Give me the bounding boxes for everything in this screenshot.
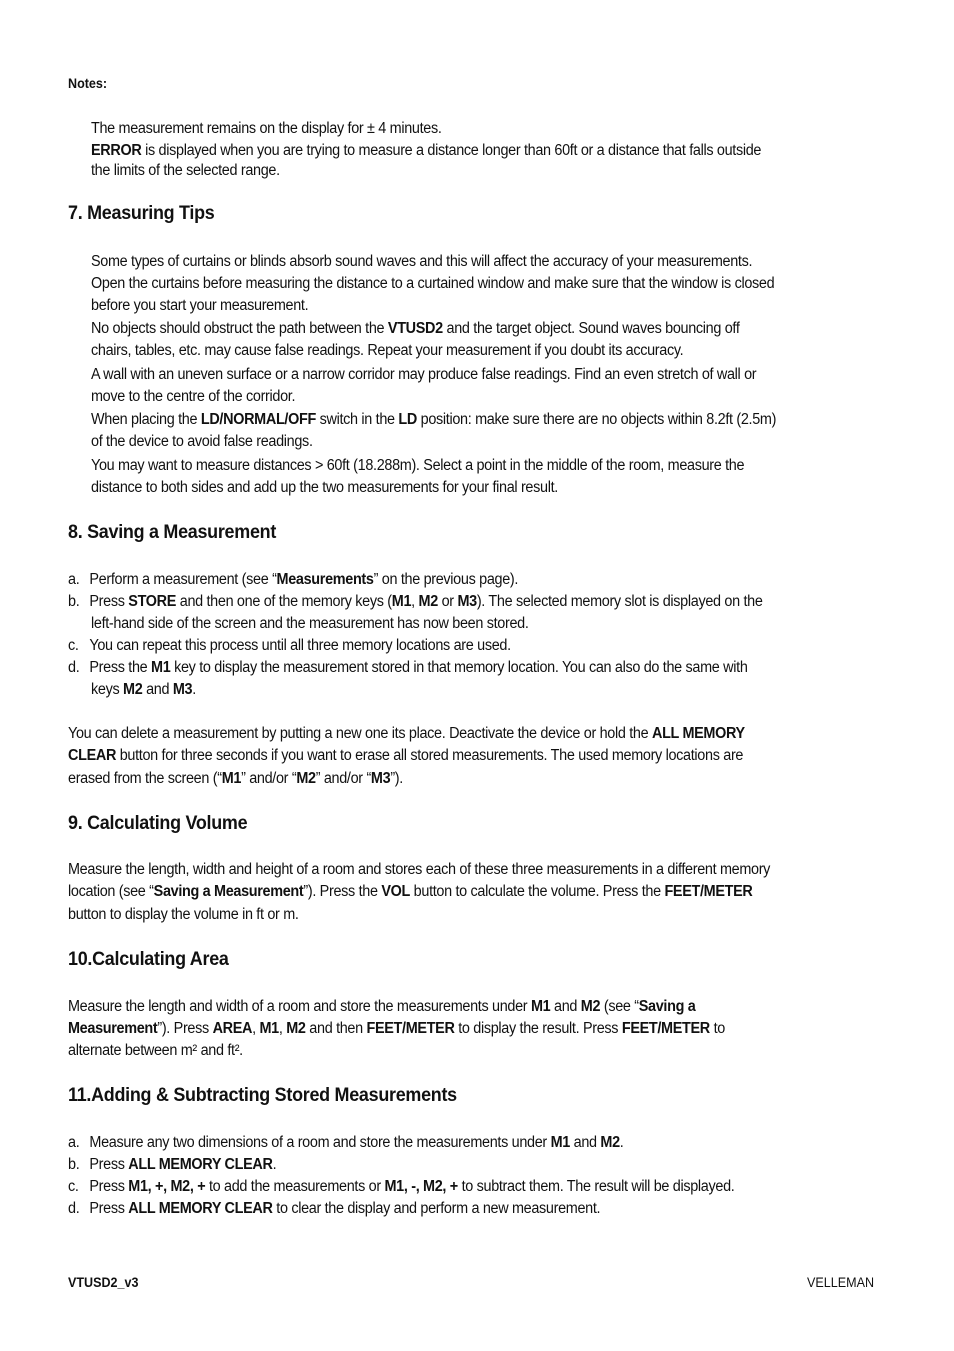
- s8-para-line1: You can delete a measurement by putting a new one its place. Deactivate the device or hold the ALL MEMORY: [68, 725, 745, 742]
- s7-p2-line1: No objects should obstruct the path between the VTUSD2 and the target object. Sound waves bouncing off: [91, 320, 740, 337]
- s7-p3-line2: move to the centre of the corridor.: [91, 388, 296, 405]
- s8-para-line2: CLEAR button for three seconds if you want to erase all stored measurements. The used memory locations are: [68, 747, 744, 764]
- section-11-heading: 11.Adding & Subtracting Stored Measurements: [68, 1084, 457, 1106]
- s8-item-d-line2: keys M2 and M3.: [91, 681, 196, 698]
- notes-line-3: the limits of the selected range.: [91, 162, 280, 179]
- s10-line1: Measure the length and width of a room and store the measurements under M1 and M2 (see “Saving a: [68, 998, 696, 1015]
- s7-p2-line2: chairs, tables, etc. may cause false readings. Repeat your measurement if you doubt its accuracy.: [91, 342, 684, 359]
- s7-p1-line3: before you start your measurement.: [91, 297, 309, 314]
- section-9-heading: 9. Calculating Volume: [68, 812, 248, 834]
- s7-p1-line1: Some types of curtains or blinds absorb sound waves and this will affect the accuracy of your measurements.: [91, 253, 753, 270]
- s8-para-line3: erased from the screen (“M1” and/or “M2” and/or “M3”).: [68, 770, 403, 787]
- s8-item-b-line2: left-hand side of the screen and the measurement has now been stored.: [91, 615, 529, 632]
- footer-brand: VELLEMAN: [807, 1275, 874, 1290]
- s7-p5-line1: You may want to measure distances > 60ft (18.288m). Select a point in the middle of the room, measure the: [91, 457, 745, 474]
- s7-p5-line2: distance to both sides and add up the two measurements for your final result.: [91, 479, 558, 496]
- s7-p4-line2: of the device to avoid false readings.: [91, 433, 313, 450]
- s7-p3-line1: A wall with an uneven surface or a narrow corridor may produce false readings. Find an even stretch of wall or: [91, 366, 757, 383]
- s7-p1-line2: Open the curtains before measuring the distance to a curtained window and make sure that the window is closed: [91, 275, 775, 292]
- s9-line2: location (see “Saving a Measurement”). Press the VOL button to calculate the volume. Press the FEET/METER: [68, 883, 753, 900]
- notes-line-1: The measurement remains on the display for ± 4 minutes.: [91, 120, 442, 137]
- notes-line-2: ERROR is displayed when you are trying to measure a distance longer than 60ft or a distance that falls outside: [91, 142, 762, 159]
- document-page: Notes: The measurement remains on the display for ± 4 minutes. ERROR is displayed when you are trying to measure a distance longer than 60ft or a distance that falls outside the limits of the selected range. 7. Measuring Tips Some types of curtains or blinds absorb sound waves and this will affect the accuracy of your measurements. Open the curtains before measuring the distance to a curtained window and make sure that the window is closed before you start your measurement. No objects should obstruct the path between the VTUSD2 and the target object. Sound waves bouncing off chairs, tables, etc. may cause false readings. Repeat your measurement if you doubt its accuracy. A wall with an uneven surface or a narrow corridor may produce false readings. Find an even stretch of wall or move to the centre of the corridor. When placing the LD/NORMAL/OFF switch in the LD position: make sure there are no objects within 8.2ft (2.5m) of the device to avoid false readings. You may want to measure distances > 60ft (18.288m). Select a point in the middle of the room, measure the distance to both sides and add up the two measurements for your final result. 8. Saving a Measurement a. Perform a measurement (see “Measurements” on the previous page). b. Press STORE and then one of the memory keys (M1, M2 or M3). The selected memory slot is displayed on the left-hand side of the screen and the measurement has now been stored. c. You can repeat this process until all three memory locations are used. d. Press the M1 key to display the measurement stored in that memory location. You can also do the same with keys M2 and M3. You can delete a measurement by putting a new one its place. Deactivate the device or hold the ALL MEMORY CLEAR button for three seconds if you want to erase all stored measurements. The used memory locations are erased from the screen (“M1” and/or “M2” and/or “M3”). 9. Calculating Volume Measure the length, width and height of a room and stores each of these three measurements in a different memory location (see “Saving a Measurement”). Press the VOL button to calculate the volume. Press the FEET/METER button to display the volume in ft or m. 10.Calculating Area Measure the length and width of a room and store the measurements under M1 and M2 (see “Saving a Measurement”). Press AREA, M1, M2 and then FEET/METER to display the result. Press FEET/METER to alternate between m² and ft². 11.Adding & Subtracting Stored Measurements a. Measure any two dimensions of a room and store the measurements under M1 and M2. b. Press ALL MEMORY CLEAR. c. Press M1, +, M2, + to add the measurements or M1, -, M2, + to subtract them. The result will be displayed. d. Press ALL MEMORY CLEAR to clear the display and perform a new measurement. VTUSD2_v3 VELLEMAN: [68, 76, 874, 1290]
- s9-line3: button to display the volume in ft or m.: [68, 906, 299, 923]
- s7-p4-line1: When placing the LD/NORMAL/OFF switch in the LD position: make sure there are no objects within 8.2ft (2.5m): [91, 411, 777, 428]
- s10-line3: alternate between m² and ft².: [68, 1042, 243, 1059]
- notes-heading: Notes:: [68, 76, 108, 91]
- s10-line2: Measurement”). Press AREA, M1, M2 and then FEET/METER to display the result. Press FEET/METER to: [68, 1020, 725, 1037]
- s9-line1: Measure the length, width and height of a room and stores each of these three measurements in a different memory: [68, 861, 771, 878]
- footer-doc-id: VTUSD2_v3: [68, 1275, 139, 1290]
- error-word: ERROR: [91, 142, 142, 159]
- section-8-heading: 8. Saving a Measurement: [68, 521, 277, 543]
- section-10-heading: 10.Calculating Area: [68, 948, 229, 970]
- section-7-heading: 7. Measuring Tips: [68, 202, 215, 224]
